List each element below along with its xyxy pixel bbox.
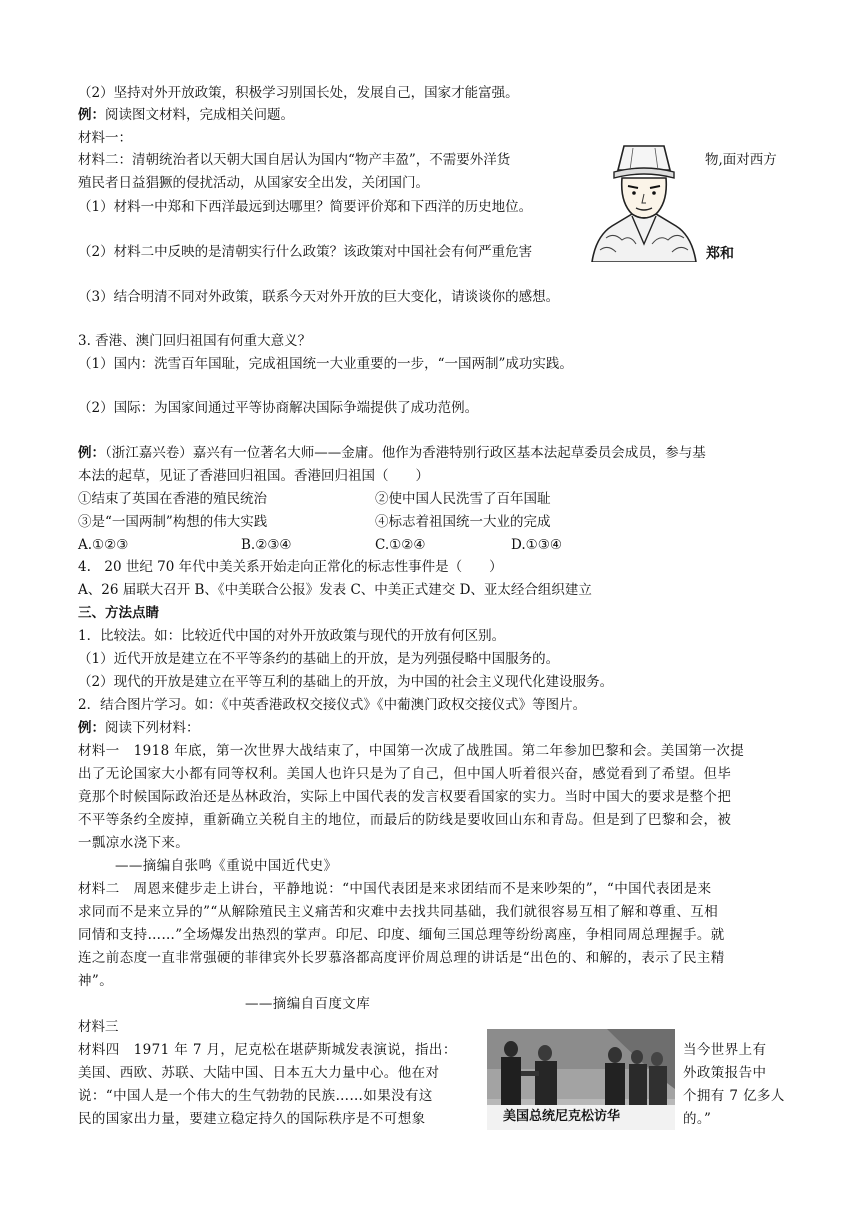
question-line: （2）材料二中反映的是清朝实行什么政策？该政策对中国社会有何严重危害: [78, 244, 533, 260]
material-line: 民的国家出力量，要建立稳定持久的国际秩序是不可想象: [78, 1111, 426, 1127]
example-text: 阅读下列材料：: [105, 720, 200, 736]
zhenghe-portrait-image: [588, 140, 700, 262]
material-line: 连之前态度一直非常强硬的菲律宾外长罗慕洛都高度评价周总理的讲话是“出色的、和解的，表示了民主精: [78, 950, 725, 966]
material-line: 个拥有 7 亿多人: [683, 1088, 785, 1104]
text-line: 1．比较法。如：比较近代中国的对外开放政策与现代的开放有何区别。: [78, 628, 506, 644]
text-line: 殖民者日益猖獗的侵扰活动，从国家安全出发，关闭国门。: [78, 175, 429, 191]
section-heading: 3. 香港、澳门回归祖国有何重大意义？: [78, 333, 312, 349]
choice-a: A.①②③: [78, 537, 129, 553]
citation: ——摘编自百度文库: [245, 996, 371, 1012]
text-line: （2）现代的开放是建立在平等互利的基础上的开放，为中国的社会主义现代化建设服务。: [78, 674, 614, 690]
material-line: 求同而不是来立异的”“从解除殖民主义痛苦和灾难中去找共同基础，我们就很容易互相了解和尊重、互相: [78, 904, 719, 920]
text-line: 物,面对西方: [705, 152, 777, 168]
example-line: [78, 444, 706, 462]
material-line: 说：“中国人是一个伟大的生气勃勃的民族……如果没有这: [78, 1088, 433, 1104]
option: ①结束了英国在香港的殖民统治: [78, 491, 267, 507]
material-line: 不平等条约全废掉，重新确立关税自主的地位，而最后的防线是要收回山东和青岛。但是到了巴黎和会，被: [78, 812, 732, 828]
nixon-photo-caption: 美国总统尼克松访华: [503, 1109, 621, 1124]
choice-d: D.①③④: [511, 537, 562, 553]
text-line: 本法的起草，见证了香港回归祖国。香港回归祖国（ ）: [78, 468, 429, 484]
material-line: 一瓢凉水浇下来。: [78, 835, 190, 851]
material-line: 材料三: [78, 1019, 119, 1035]
material-line: 当今世界上有: [683, 1042, 767, 1058]
example-text: 阅读图文材料，完成相关问题。: [105, 107, 294, 123]
section-heading: 三、方法点睛: [78, 605, 159, 621]
example-label: 例：: [78, 445, 105, 461]
choice-b: B.②③④: [241, 537, 292, 553]
example-line: [78, 719, 200, 737]
material-line: 材料二 周恩来健步走上讲台，平静地说：“中国代表团是来求团结而不是来吵架的”，“中国代表团是来: [78, 881, 712, 897]
material-line: 的。”: [683, 1111, 712, 1127]
text-line: 材料一：: [78, 130, 132, 146]
option: ④标志着祖国统一大业的完成: [375, 514, 551, 530]
example-label: 例：: [78, 107, 105, 123]
zhenghe-caption: 郑和: [706, 246, 734, 262]
material-line: 同情和支持……”全场爆发出热烈的掌声。印尼、印度、缅甸三国总理等纷纷离座，争相同周总理握手。就: [78, 927, 725, 943]
example-text: （浙江嘉兴卷）嘉兴有一位著名大师——金庸。他作为香港特别行政区基本法起草委员会成员，参与基: [105, 445, 706, 461]
material-line: 美国、西欧、苏联、大陆中国、日本五大力量中心。他在对: [78, 1065, 440, 1081]
text-line: （1）近代开放是建立在不平等条约的基础上的开放，是为列强侵略中国服务的。: [78, 651, 560, 667]
options-line: A、26 届联大召开 B、《中美联合公报》发表 C、中美正式建交 D、亚太经合组织建立: [78, 582, 592, 598]
text-line: 材料二：清朝统治者以天朝大国自居认为国内“物产丰盈”，不需要外洋货: [78, 152, 511, 168]
question-line: （3）结合明清不同对外政策，联系今天对外开放的巨大变化，请谈谈你的感想。: [78, 289, 560, 305]
choice-c: C.①②④: [375, 537, 426, 553]
text-line: （2）坚持对外开放政策，积极学习别国长处，发展自己，国家才能富强。: [78, 85, 519, 101]
material-line: 材料四 1971 年 7 月，尼克松在堪萨斯城发表演说，指出：: [78, 1042, 457, 1058]
text-line: （2）国际：为国家间通过平等协商解决国际争端提供了成功范例。: [78, 400, 479, 416]
option: ②使中国人民洗雪了百年国耻: [375, 491, 551, 507]
material-line: 出了无论国家大小都有同等权利。美国人也许只是为了自己，但中国人听着很兴奋，感觉看到了希望。但毕: [78, 766, 732, 782]
text-line: （1）国内：洗雪百年国耻，完成祖国统一大业重要的一步，“一国两制”成功实践。: [78, 356, 573, 372]
citation: ——摘编自张鸣《重说中国近代史》: [115, 858, 338, 874]
example-line: [78, 106, 294, 124]
question-line: （1）材料一中郑和下西洋最远到达哪里？简要评价郑和下西洋的历史地位。: [78, 199, 533, 215]
material-line: 神”。: [78, 973, 114, 989]
material-line: 材料一 1918 年底，第一次世界大战结束了，中国第一次成了战胜国。第二年参加巴黎和会。美国第一次提: [78, 743, 745, 759]
example-label: 例：: [78, 720, 105, 736]
material-line: 外政策报告中: [683, 1065, 767, 1081]
text-line: 2．结合图片学习。如：《中英香港政权交接仪式》《中葡澳门政权交接仪式》等图片。: [78, 697, 587, 713]
material-line: 竟那个时候国际政治还是丛林政治，实际上中国代表的发言权要看国家的实力。当时中国大的要求是整个把: [78, 789, 732, 805]
question-line: 4. 20 世纪 70 年代中美关系开始走向正常化的标志性事件是（ ）: [78, 559, 503, 575]
option: ③是“一国两制”构想的伟大实践: [78, 514, 268, 530]
